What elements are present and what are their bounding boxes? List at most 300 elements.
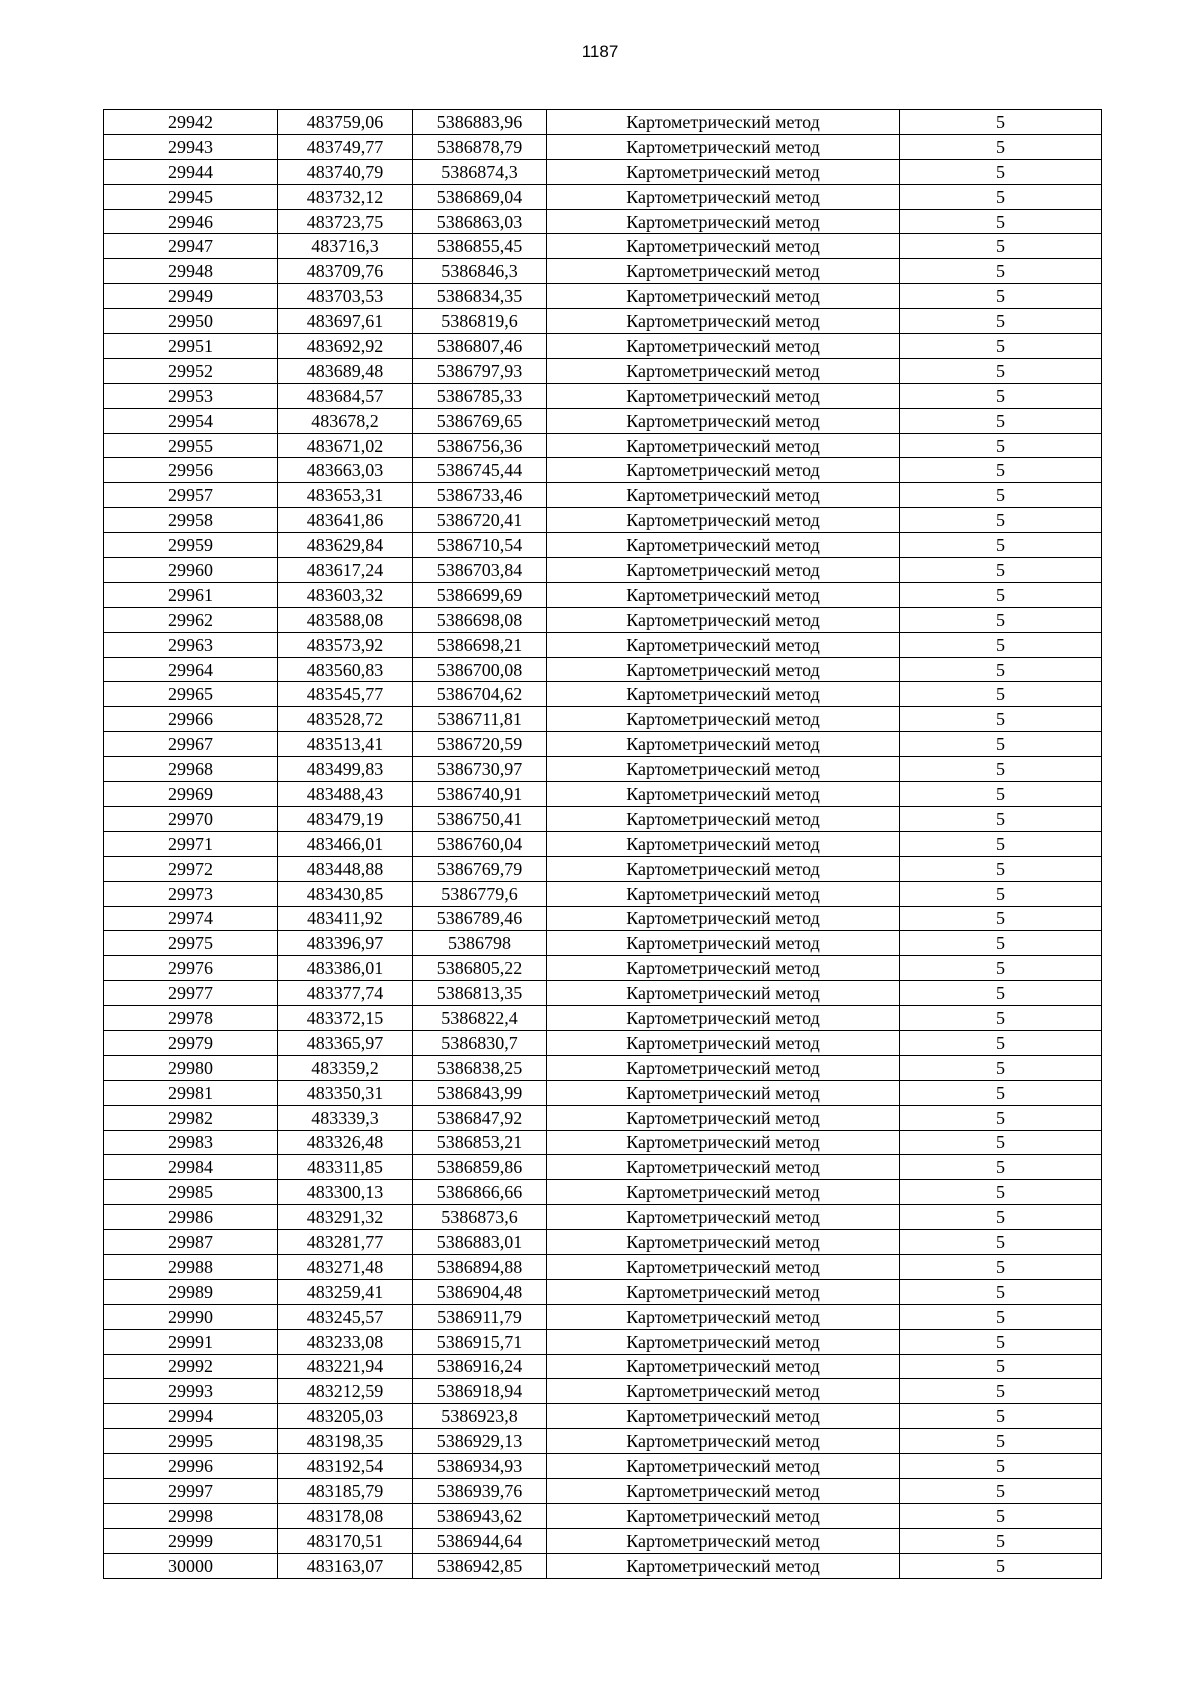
- y-coordinate-cell: 5386869,04: [413, 184, 547, 209]
- accuracy-cell: 5: [900, 209, 1102, 234]
- method-cell: Картометрический метод: [547, 757, 900, 782]
- table-row: [104, 508, 1102, 533]
- table-row: [104, 856, 1102, 881]
- page-number: 1187: [581, 42, 619, 61]
- table-row: [104, 582, 1102, 607]
- accuracy-cell: 5: [900, 1080, 1102, 1105]
- point-number-cell: 29966: [104, 707, 278, 732]
- point-number-cell: 29971: [104, 831, 278, 856]
- y-coordinate-cell: 5386797,93: [413, 358, 547, 383]
- method-cell: Картометрический метод: [547, 632, 900, 657]
- point-number-cell: 29956: [104, 458, 278, 483]
- y-coordinate-cell: 5386779,6: [413, 881, 547, 906]
- accuracy-cell: 5: [900, 259, 1102, 284]
- point-number-cell: 29969: [104, 782, 278, 807]
- accuracy-cell: 5: [900, 284, 1102, 309]
- y-coordinate-cell: 5386859,86: [413, 1155, 547, 1180]
- point-number-cell: 29970: [104, 806, 278, 831]
- point-number-cell: 29982: [104, 1105, 278, 1130]
- table-row: [104, 956, 1102, 981]
- point-number-cell: 29979: [104, 1030, 278, 1055]
- y-coordinate-cell: 5386944,64: [413, 1528, 547, 1553]
- point-number-cell: 29964: [104, 657, 278, 682]
- point-number-cell: 29976: [104, 956, 278, 981]
- point-number-cell: 29944: [104, 159, 278, 184]
- accuracy-cell: 5: [900, 657, 1102, 682]
- method-cell: Картометрический метод: [547, 1130, 900, 1155]
- method-cell: Картометрический метод: [547, 259, 900, 284]
- method-cell: Картометрический метод: [547, 1478, 900, 1503]
- point-number-cell: 29957: [104, 483, 278, 508]
- table-row: [104, 806, 1102, 831]
- y-coordinate-cell: 5386878,79: [413, 134, 547, 159]
- accuracy-cell: 5: [900, 981, 1102, 1006]
- table-row: [104, 309, 1102, 334]
- x-coordinate-cell: 483528,72: [278, 707, 413, 732]
- x-coordinate-cell: 483205,03: [278, 1404, 413, 1429]
- y-coordinate-cell: 5386923,8: [413, 1404, 547, 1429]
- x-coordinate-cell: 483271,48: [278, 1254, 413, 1279]
- table-row: [104, 483, 1102, 508]
- coordinates-table-body: [104, 110, 1102, 1579]
- x-coordinate-cell: 483448,88: [278, 856, 413, 881]
- method-cell: Картометрический метод: [547, 1055, 900, 1080]
- x-coordinate-cell: 483411,92: [278, 906, 413, 931]
- point-number-cell: 29981: [104, 1080, 278, 1105]
- x-coordinate-cell: 483692,92: [278, 334, 413, 359]
- point-number-cell: 29967: [104, 732, 278, 757]
- table-row: [104, 110, 1102, 135]
- point-number-cell: 29949: [104, 284, 278, 309]
- x-coordinate-cell: 483671,02: [278, 433, 413, 458]
- method-cell: Картометрический метод: [547, 981, 900, 1006]
- table-row: [104, 358, 1102, 383]
- x-coordinate-cell: 483377,74: [278, 981, 413, 1006]
- point-number-cell: 30000: [104, 1553, 278, 1578]
- y-coordinate-cell: 5386834,35: [413, 284, 547, 309]
- accuracy-cell: 5: [900, 184, 1102, 209]
- method-cell: Картометрический метод: [547, 1105, 900, 1130]
- method-cell: Картометрический метод: [547, 1006, 900, 1031]
- table-row: [104, 1553, 1102, 1578]
- x-coordinate-cell: 483603,32: [278, 582, 413, 607]
- table-row: [104, 782, 1102, 807]
- x-coordinate-cell: 483709,76: [278, 259, 413, 284]
- accuracy-cell: 5: [900, 1454, 1102, 1479]
- table-row: [104, 931, 1102, 956]
- accuracy-cell: 5: [900, 358, 1102, 383]
- table-row: [104, 1528, 1102, 1553]
- table-row: [104, 1080, 1102, 1105]
- x-coordinate-cell: 483641,86: [278, 508, 413, 533]
- point-number-cell: 29993: [104, 1379, 278, 1404]
- point-number-cell: 29961: [104, 582, 278, 607]
- accuracy-cell: 5: [900, 732, 1102, 757]
- table-row: [104, 1404, 1102, 1429]
- table-row: [104, 657, 1102, 682]
- point-number-cell: 29983: [104, 1130, 278, 1155]
- x-coordinate-cell: 483396,97: [278, 931, 413, 956]
- accuracy-cell: 5: [900, 1429, 1102, 1454]
- x-coordinate-cell: 483759,06: [278, 110, 413, 135]
- point-number-cell: 29955: [104, 433, 278, 458]
- point-number-cell: 29954: [104, 408, 278, 433]
- accuracy-cell: 5: [900, 607, 1102, 632]
- method-cell: Картометрический метод: [547, 1304, 900, 1329]
- table-row: [104, 159, 1102, 184]
- x-coordinate-cell: 483588,08: [278, 607, 413, 632]
- point-number-cell: 29960: [104, 558, 278, 583]
- accuracy-cell: 5: [900, 1030, 1102, 1055]
- point-number-cell: 29946: [104, 209, 278, 234]
- table-row: [104, 1279, 1102, 1304]
- accuracy-cell: 5: [900, 159, 1102, 184]
- point-number-cell: 29951: [104, 334, 278, 359]
- method-cell: Картометрический метод: [547, 358, 900, 383]
- x-coordinate-cell: 483560,83: [278, 657, 413, 682]
- point-number-cell: 29953: [104, 383, 278, 408]
- y-coordinate-cell: 5386720,41: [413, 508, 547, 533]
- x-coordinate-cell: 483192,54: [278, 1454, 413, 1479]
- accuracy-cell: 5: [900, 1404, 1102, 1429]
- x-coordinate-cell: 483212,59: [278, 1379, 413, 1404]
- method-cell: Картометрический метод: [547, 1279, 900, 1304]
- method-cell: Картометрический метод: [547, 682, 900, 707]
- y-coordinate-cell: 5386740,91: [413, 782, 547, 807]
- table-row: [104, 607, 1102, 632]
- table-row: [104, 408, 1102, 433]
- method-cell: Картометрический метод: [547, 831, 900, 856]
- x-coordinate-cell: 483339,3: [278, 1105, 413, 1130]
- method-cell: Картометрический метод: [547, 1155, 900, 1180]
- accuracy-cell: 5: [900, 1329, 1102, 1354]
- y-coordinate-cell: 5386915,71: [413, 1329, 547, 1354]
- table-row: [104, 831, 1102, 856]
- point-number-cell: 29994: [104, 1404, 278, 1429]
- y-coordinate-cell: 5386698,08: [413, 607, 547, 632]
- point-number-cell: 29988: [104, 1254, 278, 1279]
- x-coordinate-cell: 483678,2: [278, 408, 413, 433]
- table-row: [104, 1030, 1102, 1055]
- point-number-cell: 29965: [104, 682, 278, 707]
- y-coordinate-cell: 5386785,33: [413, 383, 547, 408]
- x-coordinate-cell: 483653,31: [278, 483, 413, 508]
- method-cell: Картометрический метод: [547, 508, 900, 533]
- x-coordinate-cell: 483281,77: [278, 1230, 413, 1255]
- point-number-cell: 29999: [104, 1528, 278, 1553]
- y-coordinate-cell: 5386750,41: [413, 806, 547, 831]
- table-row: [104, 458, 1102, 483]
- method-cell: Картометрический метод: [547, 1354, 900, 1379]
- y-coordinate-cell: 5386843,99: [413, 1080, 547, 1105]
- method-cell: Картометрический метод: [547, 1230, 900, 1255]
- accuracy-cell: 5: [900, 1279, 1102, 1304]
- y-coordinate-cell: 5386873,6: [413, 1205, 547, 1230]
- y-coordinate-cell: 5386704,62: [413, 682, 547, 707]
- y-coordinate-cell: 5386894,88: [413, 1254, 547, 1279]
- x-coordinate-cell: 483629,84: [278, 533, 413, 558]
- y-coordinate-cell: 5386883,96: [413, 110, 547, 135]
- method-cell: Картометрический метод: [547, 383, 900, 408]
- method-cell: Картометрический метод: [547, 732, 900, 757]
- table-row: [104, 1180, 1102, 1205]
- point-number-cell: 29985: [104, 1180, 278, 1205]
- x-coordinate-cell: 483259,41: [278, 1279, 413, 1304]
- y-coordinate-cell: 5386789,46: [413, 906, 547, 931]
- point-number-cell: 29962: [104, 607, 278, 632]
- x-coordinate-cell: 483300,13: [278, 1180, 413, 1205]
- y-coordinate-cell: 5386699,69: [413, 582, 547, 607]
- y-coordinate-cell: 5386700,08: [413, 657, 547, 682]
- accuracy-cell: 5: [900, 881, 1102, 906]
- point-number-cell: 29984: [104, 1155, 278, 1180]
- method-cell: Картометрический метод: [547, 1429, 900, 1454]
- y-coordinate-cell: 5386760,04: [413, 831, 547, 856]
- accuracy-cell: 5: [900, 1205, 1102, 1230]
- y-coordinate-cell: 5386733,46: [413, 483, 547, 508]
- accuracy-cell: 5: [900, 1230, 1102, 1255]
- accuracy-cell: 5: [900, 483, 1102, 508]
- y-coordinate-cell: 5386807,46: [413, 334, 547, 359]
- point-number-cell: 29968: [104, 757, 278, 782]
- method-cell: Картометрический метод: [547, 1030, 900, 1055]
- y-coordinate-cell: 5386703,84: [413, 558, 547, 583]
- table-row: [104, 533, 1102, 558]
- y-coordinate-cell: 5386874,3: [413, 159, 547, 184]
- accuracy-cell: 5: [900, 1105, 1102, 1130]
- accuracy-cell: 5: [900, 1130, 1102, 1155]
- point-number-cell: 29958: [104, 508, 278, 533]
- table-row: [104, 682, 1102, 707]
- method-cell: Картометрический метод: [547, 408, 900, 433]
- point-number-cell: 29980: [104, 1055, 278, 1080]
- x-coordinate-cell: 483466,01: [278, 831, 413, 856]
- point-number-cell: 29943: [104, 134, 278, 159]
- method-cell: Картометрический метод: [547, 906, 900, 931]
- point-number-cell: 29978: [104, 1006, 278, 1031]
- point-number-cell: 29986: [104, 1205, 278, 1230]
- x-coordinate-cell: 483732,12: [278, 184, 413, 209]
- accuracy-cell: 5: [900, 806, 1102, 831]
- table-row: [104, 433, 1102, 458]
- x-coordinate-cell: 483545,77: [278, 682, 413, 707]
- method-cell: Картометрический метод: [547, 558, 900, 583]
- y-coordinate-cell: 5386769,79: [413, 856, 547, 881]
- accuracy-cell: 5: [900, 632, 1102, 657]
- accuracy-cell: 5: [900, 383, 1102, 408]
- y-coordinate-cell: 5386798: [413, 931, 547, 956]
- accuracy-cell: 5: [900, 931, 1102, 956]
- accuracy-cell: 5: [900, 234, 1102, 259]
- point-number-cell: 29989: [104, 1279, 278, 1304]
- x-coordinate-cell: 483233,08: [278, 1329, 413, 1354]
- x-coordinate-cell: 483386,01: [278, 956, 413, 981]
- x-coordinate-cell: 483663,03: [278, 458, 413, 483]
- x-coordinate-cell: 483716,3: [278, 234, 413, 259]
- y-coordinate-cell: 5386720,59: [413, 732, 547, 757]
- point-number-cell: 29996: [104, 1454, 278, 1479]
- accuracy-cell: 5: [900, 110, 1102, 135]
- method-cell: Картометрический метод: [547, 657, 900, 682]
- x-coordinate-cell: 483365,97: [278, 1030, 413, 1055]
- table-row: [104, 1254, 1102, 1279]
- y-coordinate-cell: 5386934,93: [413, 1454, 547, 1479]
- table-row: [104, 981, 1102, 1006]
- table-row: [104, 259, 1102, 284]
- point-number-cell: 29992: [104, 1354, 278, 1379]
- y-coordinate-cell: 5386904,48: [413, 1279, 547, 1304]
- point-number-cell: 29990: [104, 1304, 278, 1329]
- y-coordinate-cell: 5386943,62: [413, 1503, 547, 1528]
- accuracy-cell: 5: [900, 1553, 1102, 1578]
- point-number-cell: 29975: [104, 931, 278, 956]
- x-coordinate-cell: 483689,48: [278, 358, 413, 383]
- method-cell: Картометрический метод: [547, 1329, 900, 1354]
- x-coordinate-cell: 483617,24: [278, 558, 413, 583]
- x-coordinate-cell: 483198,35: [278, 1429, 413, 1454]
- point-number-cell: 29998: [104, 1503, 278, 1528]
- table-row: [104, 1155, 1102, 1180]
- y-coordinate-cell: 5386730,97: [413, 757, 547, 782]
- x-coordinate-cell: 483221,94: [278, 1354, 413, 1379]
- y-coordinate-cell: 5386855,45: [413, 234, 547, 259]
- y-coordinate-cell: 5386853,21: [413, 1130, 547, 1155]
- point-number-cell: 29973: [104, 881, 278, 906]
- accuracy-cell: 5: [900, 408, 1102, 433]
- point-number-cell: 29997: [104, 1478, 278, 1503]
- y-coordinate-cell: 5386822,4: [413, 1006, 547, 1031]
- point-number-cell: 29974: [104, 906, 278, 931]
- table-row: [104, 1379, 1102, 1404]
- x-coordinate-cell: 483185,79: [278, 1478, 413, 1503]
- point-number-cell: 29945: [104, 184, 278, 209]
- method-cell: Картометрический метод: [547, 956, 900, 981]
- accuracy-cell: 5: [900, 582, 1102, 607]
- accuracy-cell: 5: [900, 334, 1102, 359]
- accuracy-cell: 5: [900, 558, 1102, 583]
- x-coordinate-cell: 483749,77: [278, 134, 413, 159]
- x-coordinate-cell: 483488,43: [278, 782, 413, 807]
- method-cell: Картометрический метод: [547, 1503, 900, 1528]
- table-row: [104, 906, 1102, 931]
- accuracy-cell: 5: [900, 309, 1102, 334]
- accuracy-cell: 5: [900, 1304, 1102, 1329]
- method-cell: Картометрический метод: [547, 1080, 900, 1105]
- table-row: [104, 1429, 1102, 1454]
- method-cell: Картометрический метод: [547, 209, 900, 234]
- accuracy-cell: 5: [900, 1155, 1102, 1180]
- method-cell: Картометрический метод: [547, 607, 900, 632]
- table-row: [104, 1478, 1102, 1503]
- method-cell: Картометрический метод: [547, 881, 900, 906]
- method-cell: Картометрический метод: [547, 782, 900, 807]
- y-coordinate-cell: 5386813,35: [413, 981, 547, 1006]
- x-coordinate-cell: 483430,85: [278, 881, 413, 906]
- table-row: [104, 1055, 1102, 1080]
- point-number-cell: 29952: [104, 358, 278, 383]
- table-row: [104, 632, 1102, 657]
- x-coordinate-cell: 483740,79: [278, 159, 413, 184]
- method-cell: Картометрический метод: [547, 1454, 900, 1479]
- accuracy-cell: 5: [900, 782, 1102, 807]
- y-coordinate-cell: 5386939,76: [413, 1478, 547, 1503]
- table-row: [104, 757, 1102, 782]
- method-cell: Картометрический метод: [547, 931, 900, 956]
- accuracy-cell: 5: [900, 831, 1102, 856]
- x-coordinate-cell: 483703,53: [278, 284, 413, 309]
- table-row: [104, 881, 1102, 906]
- method-cell: Картометрический метод: [547, 1379, 900, 1404]
- x-coordinate-cell: 483170,51: [278, 1528, 413, 1553]
- method-cell: Картометрический метод: [547, 1205, 900, 1230]
- accuracy-cell: 5: [900, 1528, 1102, 1553]
- accuracy-cell: 5: [900, 508, 1102, 533]
- point-number-cell: 29977: [104, 981, 278, 1006]
- y-coordinate-cell: 5386710,54: [413, 533, 547, 558]
- table-row: [104, 1329, 1102, 1354]
- x-coordinate-cell: 483311,85: [278, 1155, 413, 1180]
- accuracy-cell: 5: [900, 856, 1102, 881]
- point-number-cell: 29963: [104, 632, 278, 657]
- y-coordinate-cell: 5386745,44: [413, 458, 547, 483]
- y-coordinate-cell: 5386830,7: [413, 1030, 547, 1055]
- x-coordinate-cell: 483479,19: [278, 806, 413, 831]
- point-number-cell: 29995: [104, 1429, 278, 1454]
- y-coordinate-cell: 5386942,85: [413, 1553, 547, 1578]
- method-cell: Картометрический метод: [547, 234, 900, 259]
- y-coordinate-cell: 5386863,03: [413, 209, 547, 234]
- method-cell: Картометрический метод: [547, 483, 900, 508]
- accuracy-cell: 5: [900, 1180, 1102, 1205]
- method-cell: Картометрический метод: [547, 284, 900, 309]
- table-row: [104, 284, 1102, 309]
- accuracy-cell: 5: [900, 1055, 1102, 1080]
- y-coordinate-cell: 5386911,79: [413, 1304, 547, 1329]
- method-cell: Картометрический метод: [547, 582, 900, 607]
- table-row: [104, 383, 1102, 408]
- table-row: [104, 558, 1102, 583]
- accuracy-cell: 5: [900, 1006, 1102, 1031]
- table-row: [104, 1006, 1102, 1031]
- x-coordinate-cell: 483178,08: [278, 1503, 413, 1528]
- point-number-cell: 29991: [104, 1329, 278, 1354]
- x-coordinate-cell: 483499,83: [278, 757, 413, 782]
- table-row: [104, 209, 1102, 234]
- y-coordinate-cell: 5386929,13: [413, 1429, 547, 1454]
- y-coordinate-cell: 5386883,01: [413, 1230, 547, 1255]
- accuracy-cell: 5: [900, 134, 1102, 159]
- method-cell: Картометрический метод: [547, 334, 900, 359]
- point-number-cell: 29950: [104, 309, 278, 334]
- method-cell: Картометрический метод: [547, 806, 900, 831]
- accuracy-cell: 5: [900, 707, 1102, 732]
- x-coordinate-cell: 483350,31: [278, 1080, 413, 1105]
- x-coordinate-cell: 483326,48: [278, 1130, 413, 1155]
- y-coordinate-cell: 5386916,24: [413, 1354, 547, 1379]
- x-coordinate-cell: 483684,57: [278, 383, 413, 408]
- y-coordinate-cell: 5386846,3: [413, 259, 547, 284]
- x-coordinate-cell: 483513,41: [278, 732, 413, 757]
- y-coordinate-cell: 5386756,36: [413, 433, 547, 458]
- method-cell: Картометрический метод: [547, 1180, 900, 1205]
- point-number-cell: 29947: [104, 234, 278, 259]
- accuracy-cell: 5: [900, 1354, 1102, 1379]
- x-coordinate-cell: 483573,92: [278, 632, 413, 657]
- x-coordinate-cell: 483697,61: [278, 309, 413, 334]
- table-row: [104, 1304, 1102, 1329]
- table-row: [104, 134, 1102, 159]
- table-row: [104, 234, 1102, 259]
